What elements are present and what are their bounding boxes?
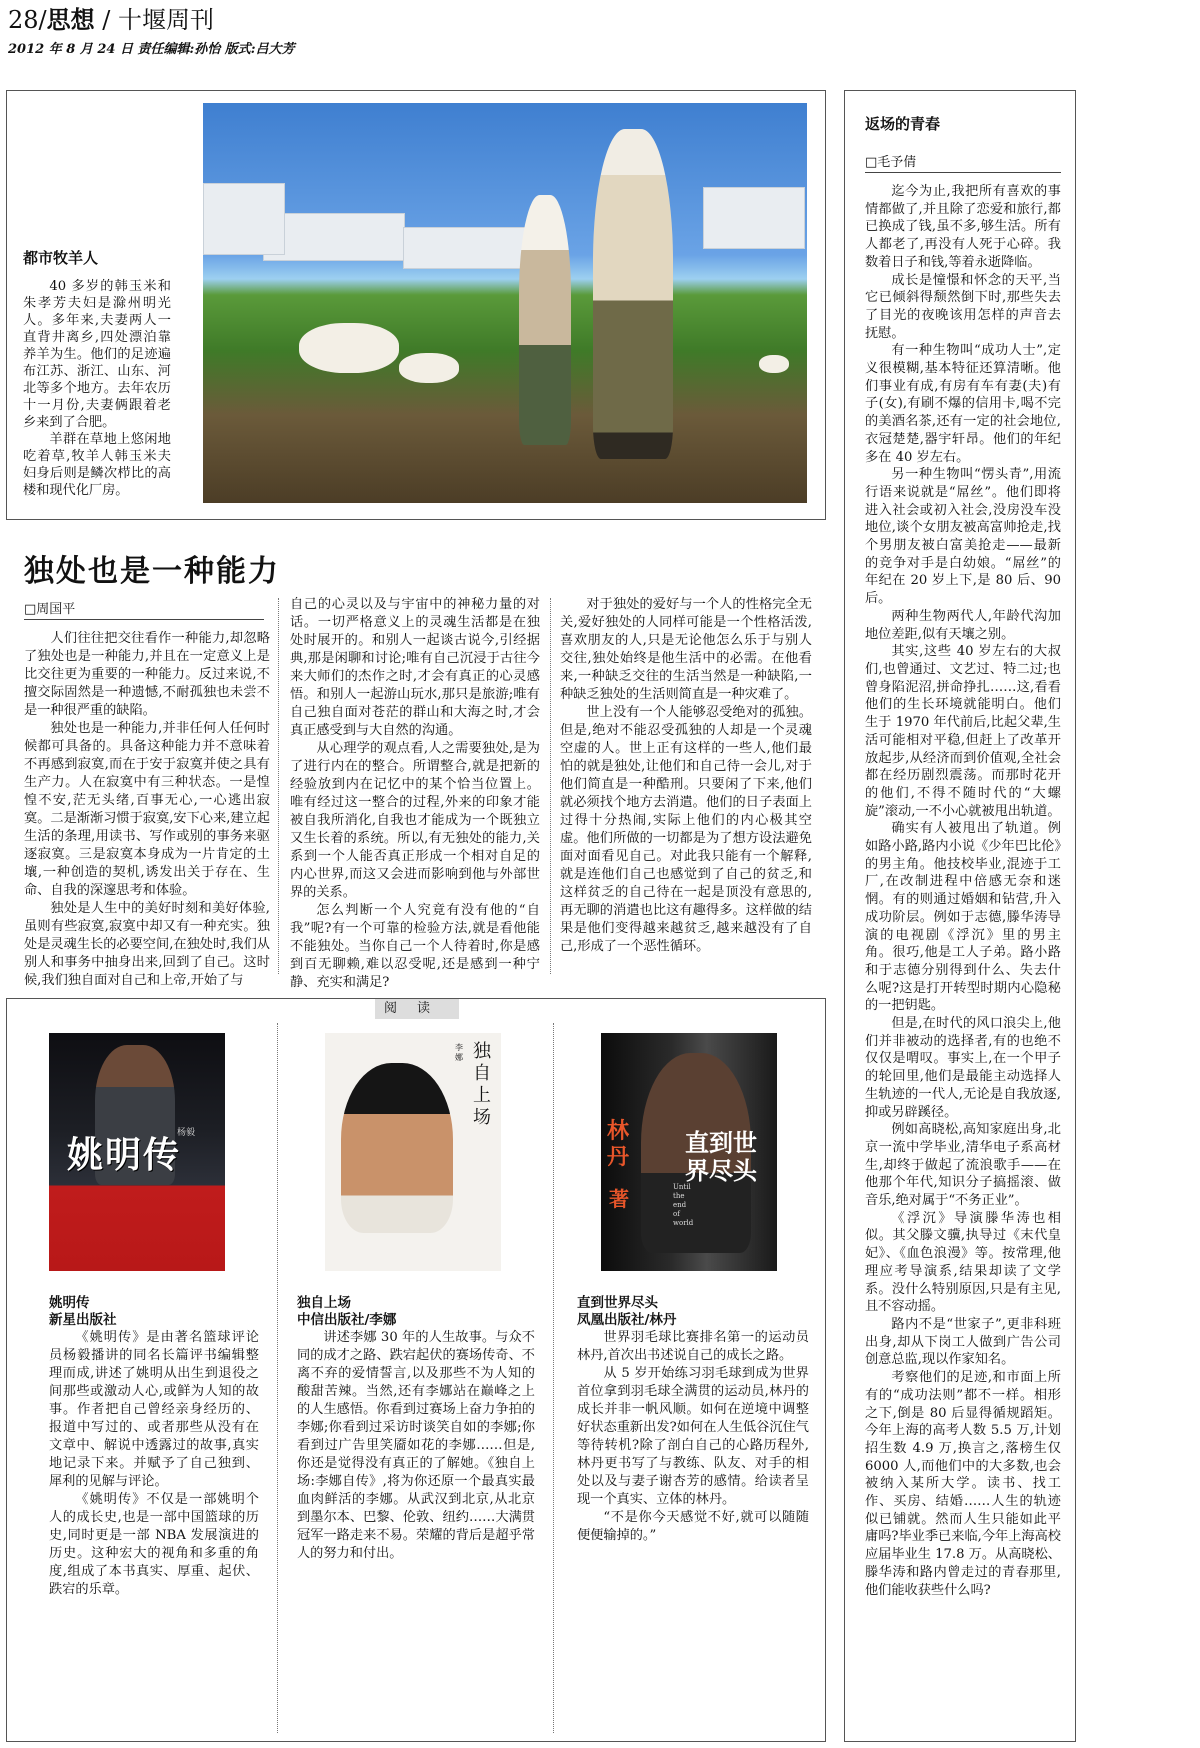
cover-title-text: 独自上场 [473,1041,491,1128]
masthead [8,4,214,36]
article-column-3 [560,596,812,956]
side-paragraph: 其实,这些 40 岁左右的大叔们,也曾通过、文艺过、特二过;也曾身陷泥沼,拼命挣扎……这,看看他们的生长环境就能明白。他们生于 1970 年代前后,比起父辈,生活可能相对平稳,但赶上了改革开放起步,从经济而到价值观,全社会都在经历剧烈震荡。而那时花开的他们,不得不随时代的“大螺旋”滚动,一不小心就被甩出轨道。 [865,644,1061,819]
article-paragraph: 独处也是一种能力,并非任何人任何时候都可具备的。具备这种能力并不意味着不再感到寂寞,而在于安于寂寞并使之具有生产力。人在寂寞中有三种状态。一是惶惶不安,茫无头绪,百事无心,一心逃出寂寞。二是渐渐习惯于寂寞,安下心来,建立起生活的条理,用读书、写作或别的事务来驱逐寂寞。三是寂寞本身成为一片肯定的土壤,一种创造的契机,诱发出关于存在、生命、自我的深邃思考和体验。 [24,721,270,898]
cover-author-text: 杨毅 [177,1128,196,1138]
side-paragraph: 《浮沉》导演滕华涛也相似。其父滕文骥,执导过《末代皇妃》、《血色浪漫》等。按常理,他理应考导演系,结果却读了文学系。没什么特别原因,只是有主见,且不容动摇。 [865,1210,1061,1315]
photo-caption-paragraph: 羊群在草地上悠闲地吃着草,牧羊人韩玉米夫妇身后则是鳞次栉比的高楼和现代化厂房。 [23,432,171,498]
page-number: 28/ [8,6,47,34]
cover-title-text: 姚明传 [67,1135,182,1176]
photo-goat [299,323,399,373]
article-headline: 独处也是一种能力 [24,554,280,589]
side-article-byline: □毛予倩 [865,151,1061,173]
article-paragraph: 自己的心灵以及与宇宙中的神秘力量的对话。一切严格意义上的灵魂生活都是在独处时展开的。和别人一起谈古说今,引经据典,那是闲聊和讨论;唯有自己沉浸于古往今来大师们的杰作之时,才会有真正的心灵感悟。和别人一起游山玩水,那只是旅游;唯有自己独自面对苍茫的群山和大海之时,才会真正感受到与大自然的沟通。 [290,597,540,738]
cover-author-suffix: 著 [609,1187,629,1211]
side-paragraph: 路内不是“世家子”,更非科班出身,却从下岗工人做到广告公司创意总监,现以作家知名。 [865,1317,1061,1368]
book-description: 《姚明传》不仅是一部姚明个人的成长史,也是一部中国篮球的历史,同时更是一部 NBA 发展演进的历史。这种宏大的视角和多重的角度,组成了本书真实、厚重、起伏、跌宕的乐章。 [49,1492,259,1597]
photo-woman-figure [519,195,571,445]
photo-building [703,187,805,249]
cover-author-text: 林丹 [607,1119,630,1170]
article-paragraph: 对于独处的爱好与一个人的性格完全无关,爱好独处的人同样可能是一个性格活泼,喜欢朋友的人,只是无论他怎么乐于与别人交往,独处始终是他生活中的必需。在他看来,一种缺乏交往的生活当然是一种缺陷,一种缺乏独处的生活则简直是一种灾难了。 [560,597,812,702]
side-paragraph: 成长是憧憬和怀念的天平,当它已倾斜得颓然倒下时,那些失去了目光的夜晚该用怎样的声音去抚慰。 [865,272,1061,341]
book-cover-lina [325,1033,501,1271]
article-column-1 [24,630,270,990]
side-article-body [865,183,1061,1599]
section-name: 思想 [46,6,95,34]
book-description: 从 5 岁开始练习羽毛球到成为世界首位拿到羽毛球全满贯的运动员,林丹的成长并非一帆风顺。如何在逆境中调整好状态重新出发?如何在人生低谷沉住气等待转机?除了剖白自己的心路历程外,林丹更书写了与教练、队友、对手的相处以及与妻子谢杏芳的感情。给读者呈现一个真实、立体的林丹。 [577,1366,809,1507]
book-description: 讲述李娜 30 年的人生故事。与众不同的成才之路、跌宕起伏的赛场传奇、不离不弃的爱情誓言,以及那些不为人知的酸甜苦辣。当然,还有李娜站在巅峰之上的人生感悟。你看到过赛场上奋力争拍的李娜;你看到过采访时谈笑自如的李娜;你看到过广告里笑靥如花的李娜……但是,你还是觉得没有真正的了解她。《独自上场:李娜自传》,将为你还原一个最真实最血肉鲜活的李娜。从武汉到北京,从北京到墨尔本、巴黎、伦敦、纽约……大满贯冠军一路走来不易。荣耀的背后是超乎常人的努力和付出。 [297,1330,535,1561]
book-title: 姚明传 [49,1295,90,1311]
book-publisher: 中信出版社/李娜 [297,1312,397,1328]
side-paragraph: 迄今为止,我把所有喜欢的事情都做了,并且除了恋爱和旅行,都已换成了钱,虽不多,够生活。所有人都老了,再没有人死于心碎。我数着日子和钱,等着永逝降临。 [865,184,1061,270]
masthead-separator: / [102,6,111,34]
column-divider [277,1023,278,1733]
article-column-2 [290,596,540,992]
cover-portrait [341,1063,453,1233]
reading-section [6,998,826,1742]
photo-caption-paragraph: 40 多岁的韩玉米和朱孝芳夫妇是滁州明光人。多年来,夫妻两人一直背井离乡,四处漂泊靠养羊为生。他们的足迹遍布江苏、浙江、山东、河北等多个地方。去年农历十一月份,夫妻俩跟着老乡来到了合肥。 [23,279,171,430]
book-cover-lindan [601,1033,777,1271]
cover-title-text: 直到世界尽头 [685,1129,757,1185]
book-entry-yaoming [49,1295,259,1599]
shepherd-photo [203,103,807,503]
book-description: “不是你今天感觉不好,就可以随随便便输掉的。” [577,1510,809,1543]
side-paragraph: 确实有人被甩出了轨道。例如路小路,路内小说《少年巴比伦》的男主角。他技校毕业,混迹于工厂,在改制进程中倍感无奈和迷惘。有的则通过婚姻和钻营,升入成功阶层。例如于志德,滕华涛导演的电视剧《浮沉》里的男主角。很巧,他是工人子弟。路小路和于志德分别得到什么、失去什么呢?这是打开转型时期内心隐秘的一把钥匙。 [865,821,1061,1014]
photo-goat [759,355,789,373]
book-publisher: 新星出版社 [49,1312,117,1328]
side-paragraph: 例如高晓松,高知家庭出身,北京一流中学毕业,清华电子系高材生,却终于做起了流浪歌手——在他那个年代,知识分子搞摇滚、做音乐,绝对属于“不务正业”。 [865,1122,1061,1209]
article-paragraph: 世上没有一个人能够忍受绝对的孤独。但是,绝对不能忍受孤独的人却是一个灵魂空虚的人。世上正有这样的一些人,他们最怕的就是独处,让他们和自己待一会儿,对于他们简直是一种酷刑。只要闲了下来,他们就必须找个地方去消遣。他们的日子表面上过得十分热闹,实际上他们的内心极其空虚。他们所做的一切都是为了想方设法避免面对面看见自己。对此我只能有一个解释,就是连他们自己也感觉到了自己的贫乏,和这样贫乏的自己待在一起是顶没有意思的,再无聊的消遣也比这有趣得多。这样做的结果是他们变得越来越贫乏,越来越没有了自己,形成了一个恶性循环。 [560,705,812,954]
photo-caption [23,247,171,499]
side-paragraph: 但是,在时代的风口浪尖上,他们并非被动的选择者,有的也绝不仅仅是喟叹。事实上,在一个甲子的轮回里,他们是最能主动选择人生轨迹的一代人,无论是自我放逐,抑或另辟蹊径。 [865,1016,1061,1120]
book-description: 世界羽毛球比赛排名第一的运动员林丹,首次出书述说自己的成长之路。 [577,1330,809,1363]
column-divider [278,598,279,974]
column-divider [553,1023,554,1733]
book-entry-lindan [577,1295,809,1545]
photo-feature-box [6,90,826,520]
cover-english-title: Until the end of world [673,1183,694,1227]
photo-caption-title: 都市牧羊人 [23,249,99,267]
book-title: 直到世界尽头 [577,1295,658,1311]
side-paragraph: 有一种生物叫“成功人士”,定义很模糊,基本特征还算清晰。他们事业有成,有房有车有妻(夫)有子(女),有刷不爆的信用卡,喝不完的美酒名茶,还有一定的社会地位,衣冠楚楚,器宇轩昂。他们的年纪多在 40 岁左右。 [865,343,1061,465]
photo-goat [399,353,459,383]
article-paragraph: 独处是人生中的美好时刻和美好体验,虽则有些寂寞,寂寞中却又有一种充实。独处是灵魂生长的必要空间,在独处时,我们从别人和事务中抽身出来,回到了自己。这时候,我们独自面对自己和上帝,开始了与 [24,901,270,988]
cover-author-text: 李娜 [455,1043,463,1062]
book-description: 《姚明传》是由著名篮球评论员杨毅播讲的同名长篇评书编辑整理而成,讲述了姚明从出生到退役之间那些或激动人心,或鲜为人知的故事。作者把自己曾经亲身经历的、报道中写过的、或者那些从没有在文章中、解说中透露过的故事,真实地记录下来。并赋予了自己独到、犀利的见解与评论。 [49,1330,259,1489]
paper-name: 十堰周刊 [118,6,214,34]
side-article-title: 返场的青春 [865,115,941,133]
book-entry-lina [297,1295,535,1563]
column-divider [550,598,551,974]
article-paragraph: 怎么判断一个人究竟有没有他的“自我”呢?有一个可靠的检验方法,就是看他能不能独处。当你自己一个人待着时,你是感到百无聊赖,难以忍受呢,还是感到一种宁静、充实和满足? [290,903,540,990]
book-publisher: 凤凰出版社/林丹 [577,1312,677,1328]
dateline: 2012 年 8 月 24 日 责任编辑:孙怡 版式:吕大芳 [8,42,295,57]
side-article-box [844,90,1076,1742]
book-cover-yaoming [49,1033,225,1271]
side-paragraph: 考察他们的足迹,和市面上所有的“成功法则”都不一样。相形之下,倒是 80 后显得循规蹈矩。今年上海的高考人数 5.5 万,计划招生数 4.9 万,换言之,落榜生仅 6000 人,而他们中的大多数,也会被纳入某所大学。读书、找工作、买房、结婚……人生的轨迹似已铺就。然而人生只能如此平庸吗?毕业季已来临,今年上海高校应届毕业生 17.8 万。从高晓松、滕华涛和路内曾走过的青春那里,他们能收获些什么吗? [865,1370,1061,1598]
article-paragraph: 人们往往把交往看作一种能力,却忽略了独处也是一种能力,并且在一定意义上是比交往更为重要的一种能力。反过来说,不擅交际固然是一种遗憾,不耐孤独也未尝不是一种很严重的缺陷。 [24,631,270,718]
article-byline: □周国平 [24,598,264,620]
article-paragraph: 从心理学的观点看,人之需要独处,是为了进行内在的整合。所谓整合,就是把新的经验放到内在记忆中的某个恰当位置上。唯有经过这一整合的过程,外来的印象才能被自我所消化,自我也才能成为一个既独立又生长着的系统。所以,有无独处的能力,关系到一个人能否真正形成一个相对自足的内心世界,而这又会进而影响到他与外部世界的关系。 [290,741,540,900]
reading-section-tag: 阅读 [375,999,459,1019]
side-paragraph: 两种生物两代人,年龄代沟加地位差距,似有天壤之别。 [865,608,1061,642]
photo-man-figure [593,129,673,459]
photo-building [203,183,285,255]
side-paragraph: 另一种生物叫“愣头青”,用流行语来说就是“屌丝”。他们即将进入社会或初入社会,没房没车没地位,谈个女朋友被高富帅抢走,找个男朋友被白富美抢走——最新的竞争对手是白幼娘。“屌丝”的年纪在 20 岁上下,是 80 后、90 后。 [865,467,1061,607]
book-title: 独自上场 [297,1295,351,1311]
